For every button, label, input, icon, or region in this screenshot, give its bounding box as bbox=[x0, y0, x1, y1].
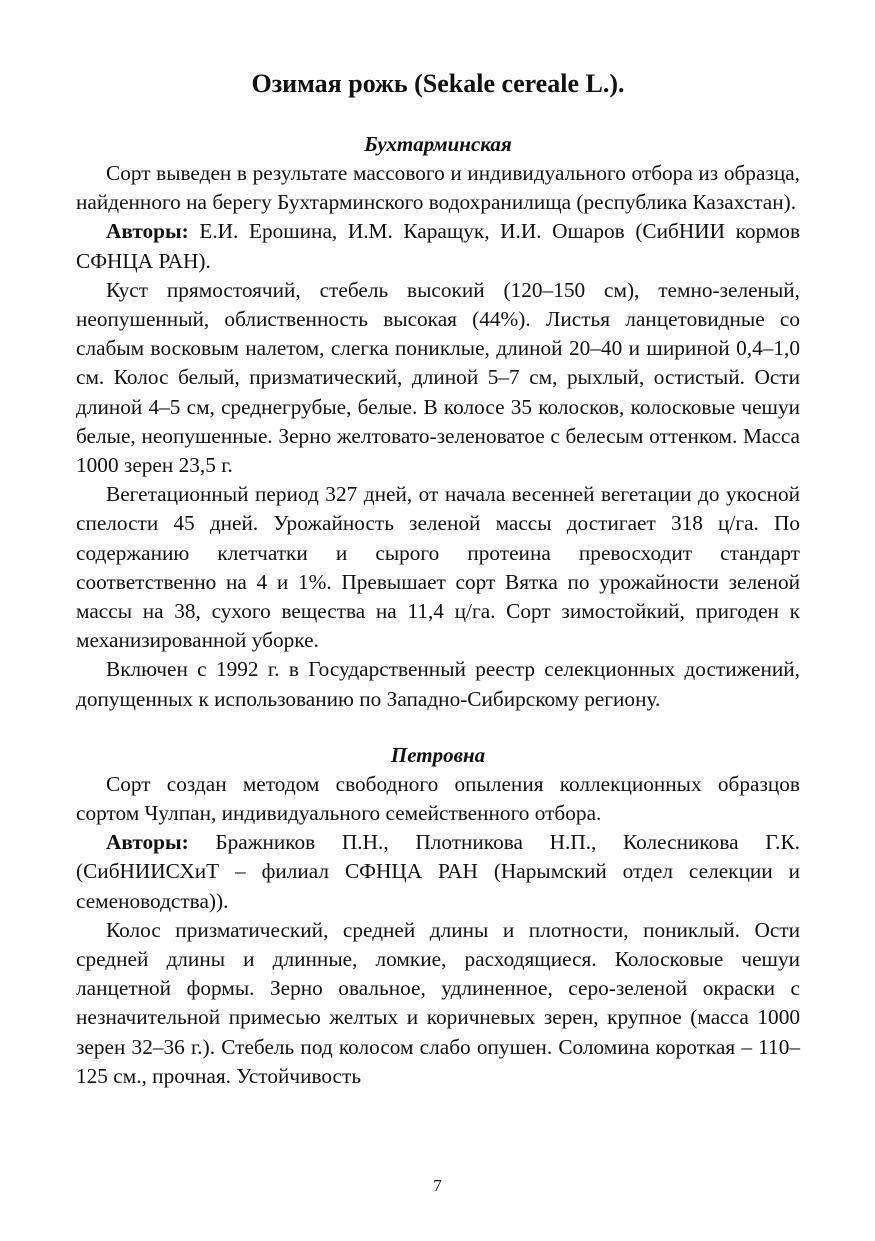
authors-text: Бражников П.Н., Плотникова Н.П., Колесникова Г.К. (СибНИИСХиТ – филиал СФНЦА РАН (Нарымский отдел селекции и семеноводства)). bbox=[76, 830, 800, 913]
page-number: 7 bbox=[433, 1176, 442, 1195]
variety-section-bukhtarminskaya bbox=[76, 130, 800, 714]
section-divider bbox=[76, 714, 800, 741]
authors-text: Е.И. Ерошина, И.М. Каращук, И.И. Ошаров (СибНИИ кормов СФНЦА РАН). bbox=[76, 219, 800, 273]
yield-paragraph: Вегетационный период 327 дней, от начала весенней вегетации до укосной спелости 45 дней. Урожайность зеленой массы достигает 318 ц/га. По содержанию клетчатки и сырого протеина превосходит стандарт соответственно на 4 и 1%. Превышает сорт Вятка по урожайности зеленой массы на 38, сухого вещества на 11,4 ц/га. Сорт зимостойкий, пригоден к механизированной уборке. bbox=[76, 482, 800, 653]
description-paragraph: Куст прямостоячий, стебель высокий (120–150 см), темно-зеленый, неопушенный, облиственность высокая (44%). Листья ланцетовидные со слабым восковым налетом, слегка пониклые, длиной 20–40 и шириной 0,4–1,0 см. Колос белый, призматический, длиной 5–7 см, рыхлый, остистый. Ости длиной 4–5 см, среднегрубые, белые. В колосе 35 колосков, колосковые чешуи белые, неопушенные. Зерно желтовато-зеленоватое с белесым оттенком. Масса 1000 зерен 23,5 г. bbox=[76, 277, 800, 478]
description-paragraph: Колос призматический, средней длины и плотности, пониклый. Ости средней длины и длинные, ломкие, расходящиеся. Колосковые чешуи ланцетной формы. Зерно овальное, удлиненное, серо-зеленой окраски с незначительной примесью желтых и коричневых зерен, крупное (масса 1000 зерен 32–36 г.). Стебель под колосом слабо опушен. Соломина короткая – 110–125 см., прочная. Устойчивость bbox=[76, 917, 800, 1088]
authors-label: Авторы: bbox=[106, 219, 189, 244]
origin-paragraph: Сорт создан методом свободного опыления коллекционных образцов сортом Чулпан, индивидуального семейственного отбора. bbox=[76, 771, 800, 826]
authors-label: Авторы: bbox=[106, 830, 189, 855]
origin-paragraph: Сорт выведен в результате массового и индивидуального отбора из образца, найденного на берегу Бухтарминского водохранилища (республика Казахстан). bbox=[76, 161, 800, 215]
variety-heading: Петровна bbox=[390, 742, 486, 767]
variety-section-petrovna bbox=[76, 741, 800, 1091]
authors-paragraph bbox=[76, 828, 800, 916]
page-title: Озимая рожь (Sekale cereale L.). bbox=[251, 69, 625, 98]
authors-paragraph bbox=[76, 217, 800, 275]
variety-heading: Бухтарминская bbox=[364, 132, 512, 156]
page-content bbox=[76, 66, 800, 1091]
registry-paragraph: Включен с 1992 г. в Государственный реестр селекционных достижений, допущенных к использованию по Западно-Сибирскому региону. bbox=[76, 657, 800, 711]
